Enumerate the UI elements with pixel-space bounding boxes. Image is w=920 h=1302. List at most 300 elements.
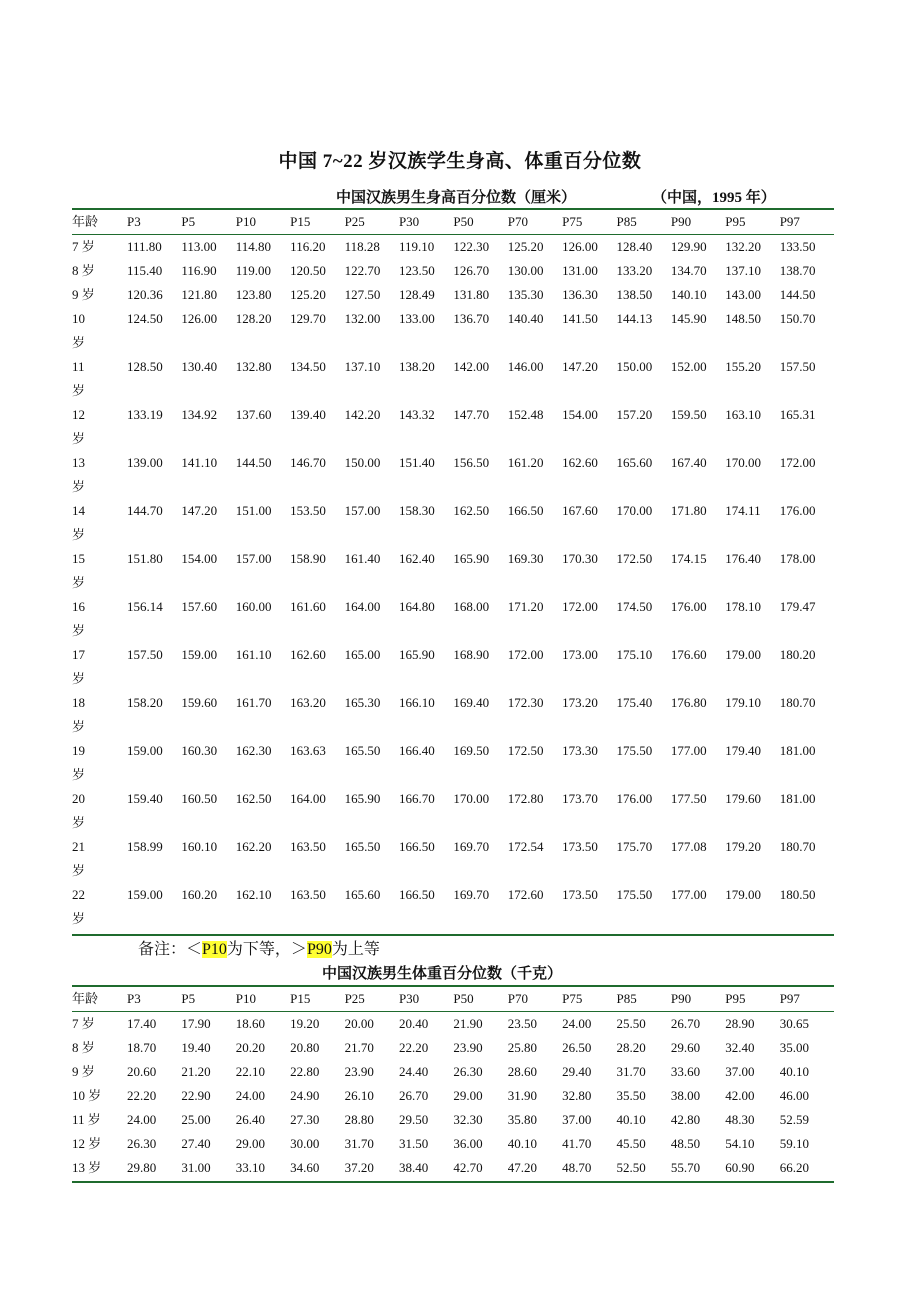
value-cell: 170.00 [616, 503, 653, 518]
value-cell: 150.70 [779, 311, 816, 326]
value-cell: 137.60 [235, 407, 272, 422]
header-p90: P90 [670, 214, 692, 229]
value-cell: 42.00 [725, 1088, 755, 1103]
value-cell: 46.00 [779, 1088, 809, 1103]
value-cell: 120.50 [290, 263, 326, 278]
value-cell: 22.90 [181, 1088, 211, 1103]
value-cell: 23.50 [507, 1016, 537, 1031]
header-row [72, 987, 834, 1011]
value-cell: 175.50 [616, 743, 653, 758]
value-cell: 26.10 [344, 1088, 374, 1103]
age-cell: 18 岁 [72, 695, 86, 734]
value-cell: 32.80 [562, 1088, 592, 1103]
table-row [72, 547, 834, 595]
value-cell: 172.00 [507, 647, 544, 662]
value-cell: 157.50 [127, 647, 163, 662]
header-p30: P30 [398, 991, 420, 1006]
remark-p10-highlight: P10 [202, 941, 227, 958]
value-cell: 172.54 [507, 839, 544, 854]
table-row [72, 595, 834, 643]
value-cell: 163.63 [290, 743, 326, 758]
value-cell: 179.47 [779, 599, 816, 614]
header-p25: P25 [344, 214, 365, 229]
header-p15: P15 [290, 991, 311, 1006]
value-cell: 160.00 [235, 599, 272, 614]
value-cell: 179.40 [725, 743, 762, 758]
value-cell: 144.50 [779, 287, 816, 302]
value-cell: 172.30 [507, 695, 544, 710]
value-cell: 144.70 [127, 503, 163, 518]
value-cell: 179.60 [725, 791, 762, 806]
header-p70: P70 [507, 991, 528, 1006]
value-cell: 55.70 [670, 1160, 701, 1175]
value-cell: 52.50 [616, 1160, 646, 1175]
value-cell: 168.90 [453, 647, 490, 662]
value-cell: 167.40 [670, 455, 707, 470]
value-cell: 172.00 [779, 455, 816, 470]
table-row [72, 1012, 834, 1036]
value-cell: 157.20 [616, 407, 653, 422]
value-cell: 166.70 [398, 791, 435, 806]
value-cell: 125.20 [290, 287, 326, 302]
age-cell: 10 岁 [72, 1088, 102, 1103]
value-cell: 174.50 [616, 599, 653, 614]
value-cell: 164.00 [344, 599, 381, 614]
value-cell: 22.80 [290, 1064, 320, 1079]
value-cell: 179.20 [725, 839, 762, 854]
value-cell: 147.70 [453, 407, 490, 422]
age-cell: 11 岁 [72, 1112, 101, 1127]
value-cell: 156.14 [127, 599, 163, 614]
header-p25: P25 [344, 991, 365, 1006]
value-cell: 159.40 [127, 791, 163, 806]
value-cell: 29.00 [235, 1136, 266, 1151]
value-cell: 41.70 [562, 1136, 592, 1151]
age-cell: 19 岁 [72, 743, 86, 782]
value-cell: 157.60 [181, 599, 218, 614]
value-cell: 125.20 [507, 239, 544, 254]
value-cell: 177.00 [670, 887, 707, 902]
value-cell: 134.50 [290, 359, 326, 374]
value-cell: 177.00 [670, 743, 707, 758]
age-cell: 17 岁 [72, 647, 86, 686]
value-cell: 45.50 [616, 1136, 646, 1151]
value-cell: 159.60 [181, 695, 218, 710]
value-cell: 60.90 [725, 1160, 755, 1175]
value-cell: 178.00 [779, 551, 816, 566]
value-cell: 133.50 [779, 239, 816, 254]
value-cell: 17.40 [127, 1016, 157, 1031]
value-cell: 131.80 [453, 287, 490, 302]
header-p75: P75 [562, 991, 583, 1006]
table-row [72, 691, 834, 739]
age-cell: 12 岁 [72, 1136, 102, 1151]
value-cell: 160.20 [181, 887, 218, 902]
value-cell: 29.40 [562, 1064, 592, 1079]
value-cell: 20.80 [290, 1040, 320, 1055]
value-cell: 158.30 [398, 503, 435, 518]
table-row [72, 403, 834, 451]
header-p10: P10 [235, 214, 257, 229]
header-p75: P75 [562, 214, 583, 229]
value-cell: 165.90 [344, 791, 381, 806]
value-cell: 176.40 [725, 551, 762, 566]
value-cell: 144.13 [616, 311, 653, 326]
value-cell: 20.40 [398, 1016, 429, 1031]
value-cell: 148.50 [725, 311, 762, 326]
value-cell: 35.00 [779, 1040, 809, 1055]
value-cell: 169.70 [453, 887, 490, 902]
value-cell: 165.00 [344, 647, 381, 662]
value-cell: 115.40 [127, 263, 163, 278]
value-cell: 163.50 [290, 887, 326, 902]
value-cell: 152.48 [507, 407, 544, 422]
value-cell: 129.70 [290, 311, 326, 326]
value-cell: 32.30 [453, 1112, 483, 1127]
value-cell: 161.40 [344, 551, 381, 566]
age-cell: 12 岁 [72, 407, 86, 446]
value-cell: 162.20 [235, 839, 272, 854]
value-cell: 165.90 [398, 647, 435, 662]
value-cell: 146.00 [507, 359, 544, 374]
value-cell: 31.50 [398, 1136, 429, 1151]
value-cell: 121.80 [181, 287, 218, 302]
value-cell: 128.50 [127, 359, 163, 374]
value-cell: 172.50 [507, 743, 544, 758]
value-cell: 123.50 [398, 263, 435, 278]
value-cell: 118.28 [344, 239, 380, 254]
value-cell: 173.20 [562, 695, 598, 710]
value-cell: 126.00 [562, 239, 598, 254]
value-cell: 36.00 [453, 1136, 483, 1151]
value-cell: 128.49 [398, 287, 435, 302]
table-row [72, 355, 834, 403]
value-cell: 140.40 [507, 311, 544, 326]
value-cell: 23.90 [453, 1040, 483, 1055]
value-cell: 119.00 [235, 263, 272, 278]
value-cell: 111.80 [127, 239, 162, 254]
value-cell: 20.20 [235, 1040, 266, 1055]
header-p95: P95 [725, 214, 746, 229]
value-cell: 37.00 [562, 1112, 592, 1127]
value-cell: 177.08 [670, 839, 707, 854]
value-cell: 142.20 [344, 407, 381, 422]
header-row [72, 210, 834, 234]
value-cell: 24.00 [127, 1112, 157, 1127]
value-cell: 175.70 [616, 839, 653, 854]
remark-middle: 为下等，＞ [226, 941, 307, 958]
value-cell: 133.00 [398, 311, 435, 326]
value-cell: 133.20 [616, 263, 653, 278]
value-cell: 151.00 [235, 503, 272, 518]
value-cell: 165.50 [344, 839, 381, 854]
value-cell: 40.10 [779, 1064, 809, 1079]
value-cell: 134.70 [670, 263, 707, 278]
value-cell: 159.00 [181, 647, 218, 662]
value-cell: 179.00 [725, 887, 762, 902]
value-cell: 38.00 [670, 1088, 701, 1103]
value-cell: 128.40 [616, 239, 653, 254]
value-cell: 176.00 [616, 791, 653, 806]
age-cell: 7 岁 [72, 1016, 95, 1031]
value-cell: 29.00 [453, 1088, 483, 1103]
age-cell: 22 岁 [72, 887, 86, 926]
header-p85: P85 [616, 214, 637, 229]
value-cell: 147.20 [181, 503, 218, 518]
value-cell: 52.59 [779, 1112, 809, 1127]
value-cell: 138.70 [779, 263, 816, 278]
value-cell: 166.50 [398, 839, 435, 854]
value-cell: 28.80 [344, 1112, 374, 1127]
value-cell: 180.50 [779, 887, 816, 902]
value-cell: 162.10 [235, 887, 272, 902]
value-cell: 136.30 [562, 287, 598, 302]
value-cell: 42.80 [670, 1112, 701, 1127]
value-cell: 21.70 [344, 1040, 374, 1055]
value-cell: 23.90 [344, 1064, 374, 1079]
value-cell: 166.10 [398, 695, 435, 710]
value-cell: 175.40 [616, 695, 653, 710]
table-row [72, 739, 834, 787]
value-cell: 20.60 [127, 1064, 157, 1079]
header-p85: P85 [616, 991, 637, 1006]
value-cell: 158.99 [127, 839, 163, 854]
header-p10: P10 [235, 991, 257, 1006]
value-cell: 173.70 [562, 791, 598, 806]
value-cell: 161.60 [290, 599, 326, 614]
value-cell: 116.90 [181, 263, 217, 278]
value-cell: 131.00 [562, 263, 598, 278]
header-p30: P30 [398, 214, 420, 229]
value-cell: 174.15 [670, 551, 707, 566]
value-cell: 164.80 [398, 599, 435, 614]
value-cell: 28.60 [507, 1064, 537, 1079]
value-cell: 47.20 [507, 1160, 537, 1175]
value-cell: 25.50 [616, 1016, 646, 1031]
value-cell: 165.50 [344, 743, 381, 758]
value-cell: 26.70 [670, 1016, 701, 1031]
value-cell: 159.50 [670, 407, 707, 422]
table-row [72, 883, 834, 931]
value-cell: 177.50 [670, 791, 707, 806]
value-cell: 173.30 [562, 743, 598, 758]
value-cell: 139.00 [127, 455, 163, 470]
age-cell: 8 岁 [72, 263, 95, 278]
value-cell: 48.70 [562, 1160, 592, 1175]
age-cell: 21 岁 [72, 839, 86, 878]
header-age: 年龄 [72, 214, 99, 229]
value-cell: 174.11 [725, 503, 761, 518]
value-cell: 176.00 [670, 599, 707, 614]
value-cell: 21.20 [181, 1064, 211, 1079]
table-row [72, 499, 834, 547]
value-cell: 181.00 [779, 791, 816, 806]
value-cell: 162.60 [290, 647, 326, 662]
value-cell: 157.50 [779, 359, 816, 374]
weight-table-bottom-rule [72, 1181, 834, 1183]
value-cell: 158.90 [290, 551, 326, 566]
value-cell: 162.60 [562, 455, 598, 470]
value-cell: 163.50 [290, 839, 326, 854]
value-cell: 134.92 [181, 407, 218, 422]
header-p97: P97 [779, 991, 800, 1006]
header-p50: P50 [453, 991, 474, 1006]
age-cell: 10 岁 [72, 311, 86, 350]
value-cell: 29.80 [127, 1160, 157, 1175]
header-p97: P97 [779, 214, 800, 229]
value-cell: 169.40 [453, 695, 490, 710]
value-cell: 31.00 [181, 1160, 211, 1175]
remark-suffix: 为上等 [331, 941, 380, 958]
header-p95: P95 [725, 991, 746, 1006]
value-cell: 150.00 [616, 359, 653, 374]
weight-table-header [72, 987, 834, 1011]
value-cell: 22.10 [235, 1064, 266, 1079]
value-cell: 129.90 [670, 239, 707, 254]
value-cell: 159.00 [127, 743, 163, 758]
value-cell: 170.00 [453, 791, 490, 806]
value-cell: 172.00 [562, 599, 598, 614]
value-cell: 35.50 [616, 1088, 646, 1103]
value-cell: 66.20 [779, 1160, 809, 1175]
age-cell: 14 岁 [72, 503, 86, 542]
value-cell: 128.20 [235, 311, 272, 326]
value-cell: 166.40 [398, 743, 435, 758]
age-cell: 16 岁 [72, 599, 86, 638]
table-row [72, 307, 834, 355]
value-cell: 130.00 [507, 263, 544, 278]
value-cell: 26.50 [562, 1040, 592, 1055]
value-cell: 167.60 [562, 503, 598, 518]
value-cell: 33.60 [670, 1064, 701, 1079]
value-cell: 48.50 [670, 1136, 701, 1151]
value-cell: 28.20 [616, 1040, 646, 1055]
value-cell: 172.60 [507, 887, 544, 902]
value-cell: 172.50 [616, 551, 653, 566]
value-cell: 169.30 [507, 551, 544, 566]
age-cell: 9 岁 [72, 1064, 95, 1079]
value-cell: 30.65 [779, 1016, 809, 1031]
value-cell: 54.10 [725, 1136, 755, 1151]
value-cell: 173.50 [562, 887, 598, 902]
value-cell: 176.60 [670, 647, 707, 662]
value-cell: 124.50 [127, 311, 163, 326]
table-row [72, 1060, 834, 1084]
header-p5: P5 [181, 991, 196, 1006]
table-row [72, 1156, 834, 1180]
value-cell: 142.00 [453, 359, 490, 374]
value-cell: 173.50 [562, 839, 598, 854]
age-cell: 7 岁 [72, 239, 95, 254]
age-cell: 8 岁 [72, 1040, 95, 1055]
value-cell: 28.90 [725, 1016, 755, 1031]
value-cell: 164.00 [290, 791, 326, 806]
value-cell: 25.00 [181, 1112, 211, 1127]
remark-p90-highlight: P90 [306, 941, 332, 958]
value-cell: 35.80 [507, 1112, 537, 1127]
value-cell: 156.50 [453, 455, 490, 470]
value-cell: 138.20 [398, 359, 435, 374]
table-row [72, 1084, 834, 1108]
value-cell: 48.30 [725, 1112, 755, 1127]
value-cell: 141.10 [181, 455, 218, 470]
value-cell: 173.00 [562, 647, 598, 662]
page-title: 中国 7~22 岁汉族学生身高、体重百分位数 [278, 151, 642, 172]
value-cell: 153.50 [290, 503, 326, 518]
value-cell: 20.00 [344, 1016, 374, 1031]
value-cell: 26.70 [398, 1088, 429, 1103]
value-cell: 133.19 [127, 407, 163, 422]
value-cell: 33.10 [235, 1160, 266, 1175]
value-cell: 175.50 [616, 887, 653, 902]
header-p3: P3 [127, 214, 141, 229]
value-cell: 19.20 [290, 1016, 320, 1031]
value-cell: 161.20 [507, 455, 544, 470]
value-cell: 17.90 [181, 1016, 211, 1031]
value-cell: 38.40 [398, 1160, 429, 1175]
value-cell: 168.00 [453, 599, 490, 614]
table-row [72, 1132, 834, 1156]
value-cell: 18.60 [235, 1016, 266, 1031]
value-cell: 32.40 [725, 1040, 755, 1055]
value-cell: 179.00 [725, 647, 762, 662]
value-cell: 165.30 [344, 695, 381, 710]
value-cell: 181.00 [779, 743, 816, 758]
value-cell: 176.80 [670, 695, 707, 710]
weight-table-subtitle: 中国汉族男生体重百分位数（千克） [322, 966, 563, 982]
value-cell: 26.30 [127, 1136, 157, 1151]
value-cell: 176.00 [779, 503, 816, 518]
remark [138, 936, 380, 959]
value-cell: 166.50 [507, 503, 544, 518]
value-cell: 160.10 [181, 839, 218, 854]
value-cell: 24.00 [235, 1088, 266, 1103]
value-cell: 34.60 [290, 1160, 320, 1175]
value-cell: 122.30 [453, 239, 490, 254]
height-table-subtitle: 中国汉族男生身高百分位数（厘米） [336, 190, 577, 206]
value-cell: 21.90 [453, 1016, 483, 1031]
header-age: 年龄 [72, 991, 99, 1006]
age-cell: 20 岁 [72, 791, 86, 830]
value-cell: 29.60 [670, 1040, 701, 1055]
value-cell: 120.36 [127, 287, 163, 302]
height-table [72, 235, 834, 931]
age-cell: 11 岁 [72, 359, 86, 398]
value-cell: 150.00 [344, 455, 381, 470]
value-cell: 180.20 [779, 647, 816, 662]
header-p90: P90 [670, 991, 692, 1006]
value-cell: 30.00 [290, 1136, 320, 1151]
value-cell: 27.30 [290, 1112, 320, 1127]
age-cell: 9 岁 [72, 287, 95, 302]
table-row [72, 235, 834, 259]
table-row [72, 835, 834, 883]
value-cell: 170.30 [562, 551, 598, 566]
value-cell: 163.10 [725, 407, 762, 422]
value-cell: 132.00 [344, 311, 381, 326]
value-cell: 27.40 [181, 1136, 211, 1151]
value-cell: 154.00 [181, 551, 218, 566]
value-cell: 162.50 [235, 791, 272, 806]
value-cell: 122.70 [344, 263, 381, 278]
value-cell: 123.80 [235, 287, 272, 302]
value-cell: 135.30 [507, 287, 544, 302]
table-row [72, 787, 834, 835]
value-cell: 140.10 [670, 287, 707, 302]
value-cell: 116.20 [290, 239, 326, 254]
value-cell: 169.70 [453, 839, 490, 854]
value-cell: 161.10 [235, 647, 272, 662]
